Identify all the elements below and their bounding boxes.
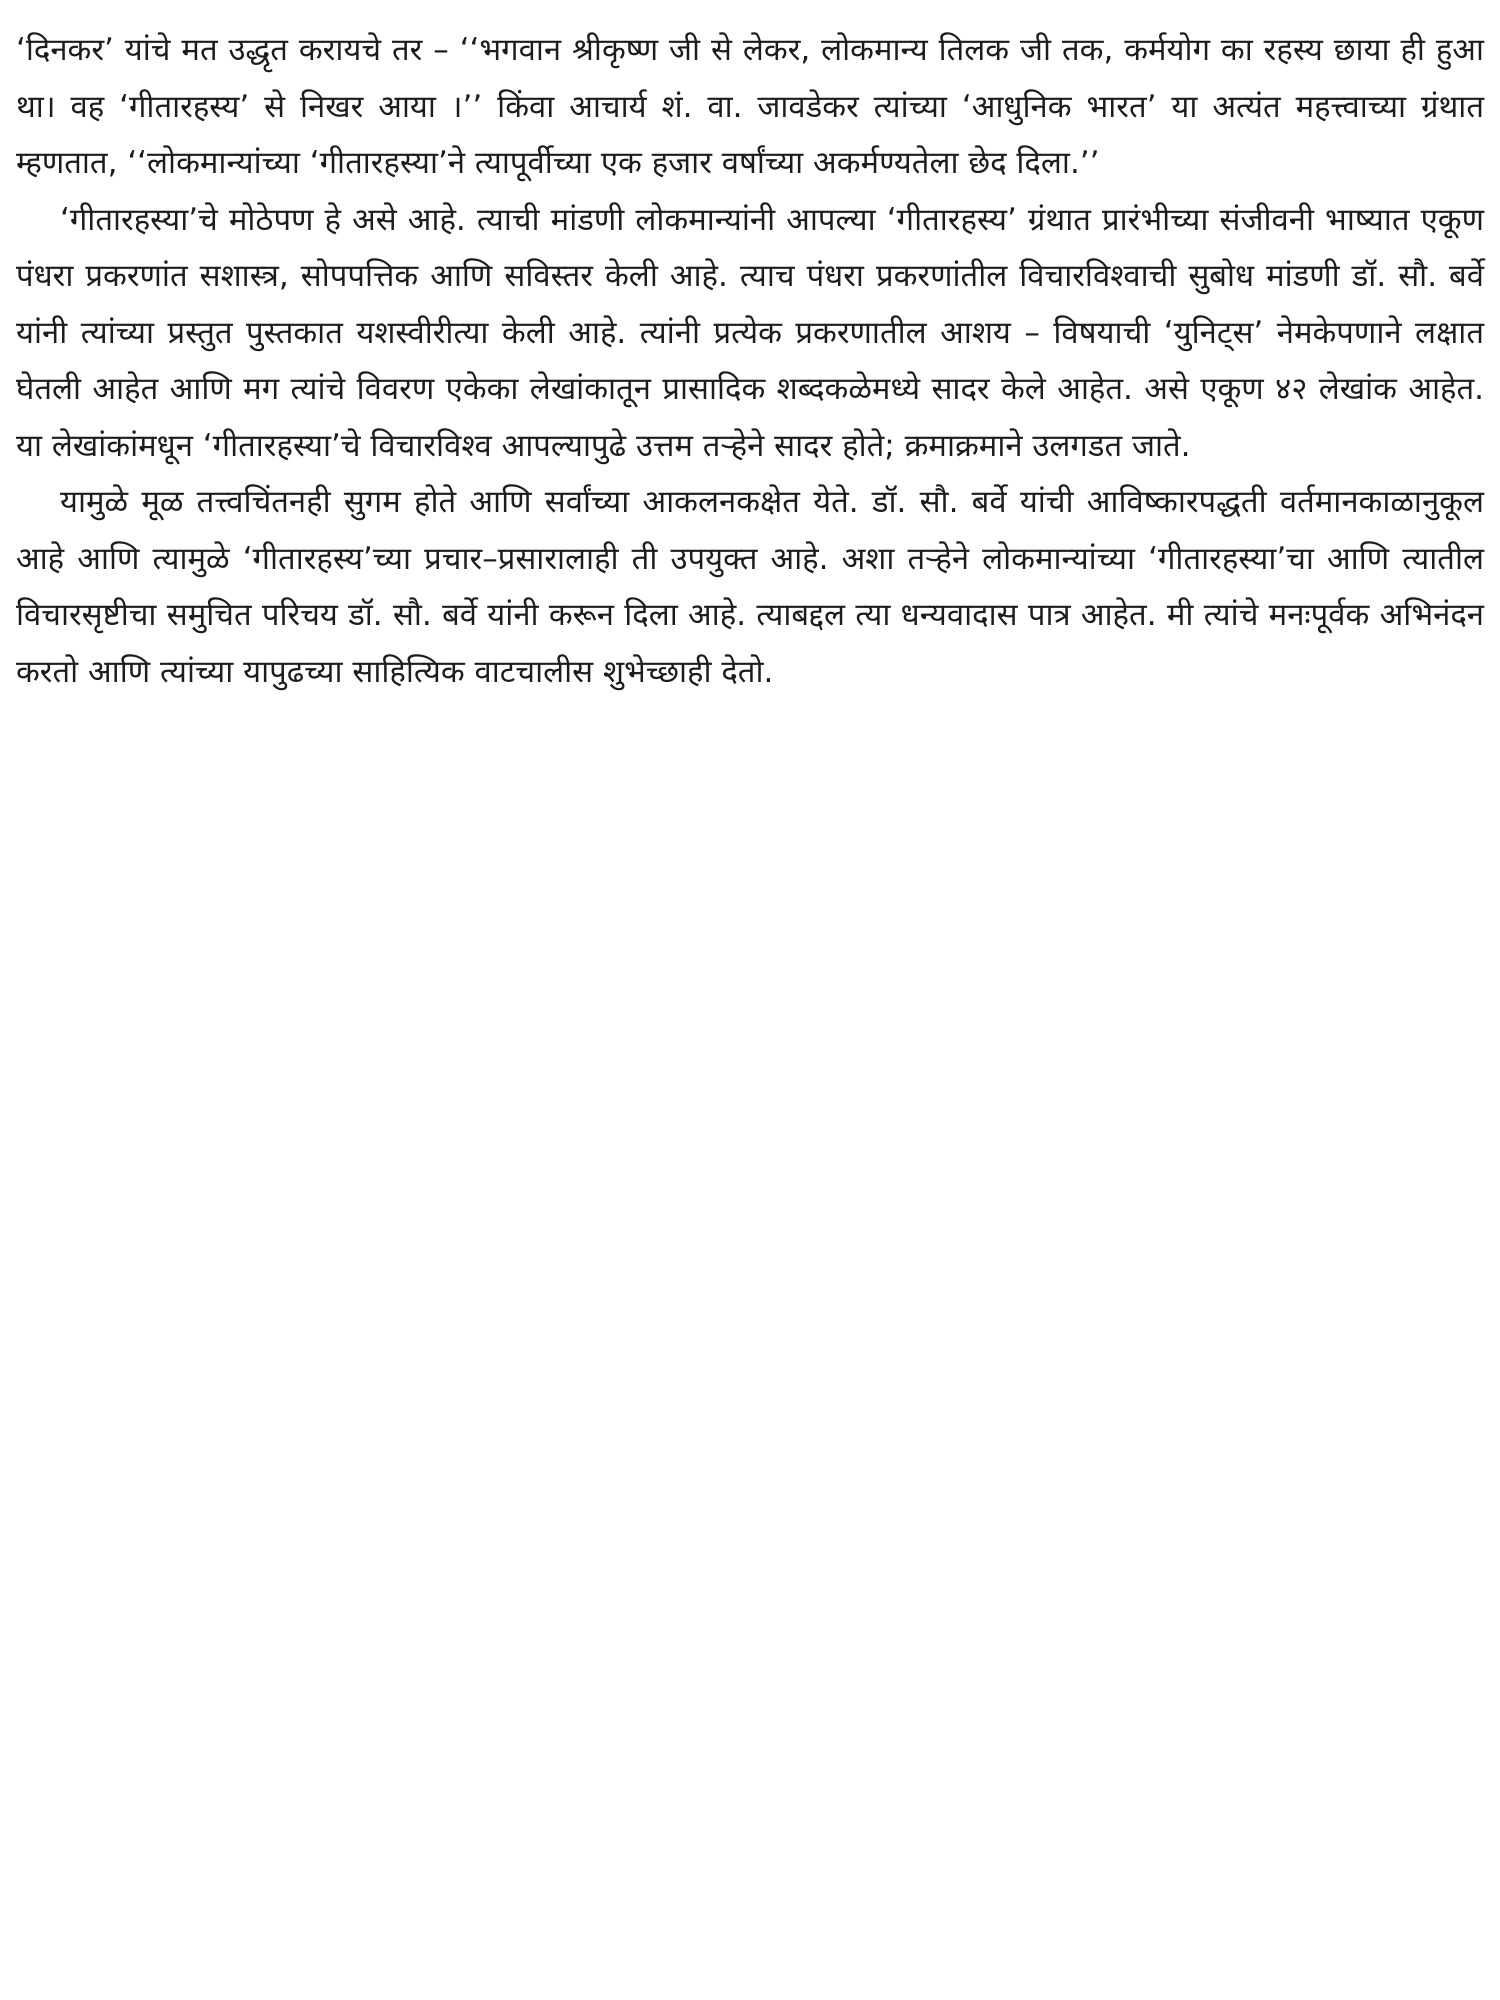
body-text xyxy=(16,22,1484,700)
paragraph-1: ‘दिनकर’ यांचे मत उद्धृत करायचे तर – ‘‘भगवान श्रीकृष्ण जी से लेकर, लोकमान्य तिलक जी तक, कर्मयोग का रहस्य छाया ही हुआ था। वह ‘गीतारहस्य’ से निखर आया ।’’ किंवा आचार्य शं. वा. जावडेकर त्यांच्या ‘आधुनिक भारत’ या अत्यंत महत्त्वाच्या ग्रंथात म्हणतात, ‘‘लोकमान्यांच्या ‘गीतारहस्या’ने त्यापूर्वीच्या एक हजार वर्षांच्या अकर्मण्यतेला छेद दिला.’’ xyxy=(16,32,1484,181)
paragraph-3: यामुळे मूळ तत्त्वचिंतनही सुगम होते आणि सर्वांच्या आकलनकक्षेत येते. डॉ. सौ. बर्वे यांची आविष्कारपद्धती वर्तमानकाळानुकूल आहे आणि त्यामुळे ‘गीतारहस्य’च्या प्रचार–प्रसारालाही ती उपयुक्त आहे. अशा तऱ्हेने लोकमान्यांच्या ‘गीतारहस्या’चा आणि त्यातील विचारसृष्टीचा समुचित परिचय डॉ. सौ. बर्वे यांनी करून दिला आहे. त्याबद्दल त्या धन्यवादास पात्र आहेत. मी त्यांचे मनःपूर्वक अभिनंदन करतो आणि त्यांच्या यापुढच्या साहित्यिक वाटचालीस शुभेच्छाही देतो. xyxy=(16,484,1484,690)
paragraph-2: ‘गीतारहस्या’चे मोठेपण हे असे आहे. त्याची मांडणी लोकमान्यांनी आपल्या ‘गीतारहस्य’ ग्रंथात प्रारंभीच्या संजीवनी भाष्यात एकूण पंधरा प्रकरणांत सशास्त्र, सोपपत्तिक आणि सविस्तर केली आहे. त्याच पंधरा प्रकरणांतील विचारविश्वाची सुबोध मांडणी डॉ. सौ. बर्वे यांनी त्यांच्या प्रस्तुत पुस्तकात यशस्वीरीत्या केली आहे. त्यांनी प्रत्येक प्रकरणातील आशय – विषयाची ‘युनिट्स’ नेमकेपणाने लक्षात घेतली आहेत आणि मग त्यांचे विवरण एकेका लेखांकातून प्रासादिक शब्दकळेमध्ये सादर केले आहेत. असे एकूण ४२ लेखांक आहेत. या लेखांकांमधून ‘गीतारहस्या’चे विचारविश्व आपल्यापुढे उत्तम तऱ्हेने सादर होते; क्रमाक्रमाने उलगडत जाते. xyxy=(16,201,1484,464)
